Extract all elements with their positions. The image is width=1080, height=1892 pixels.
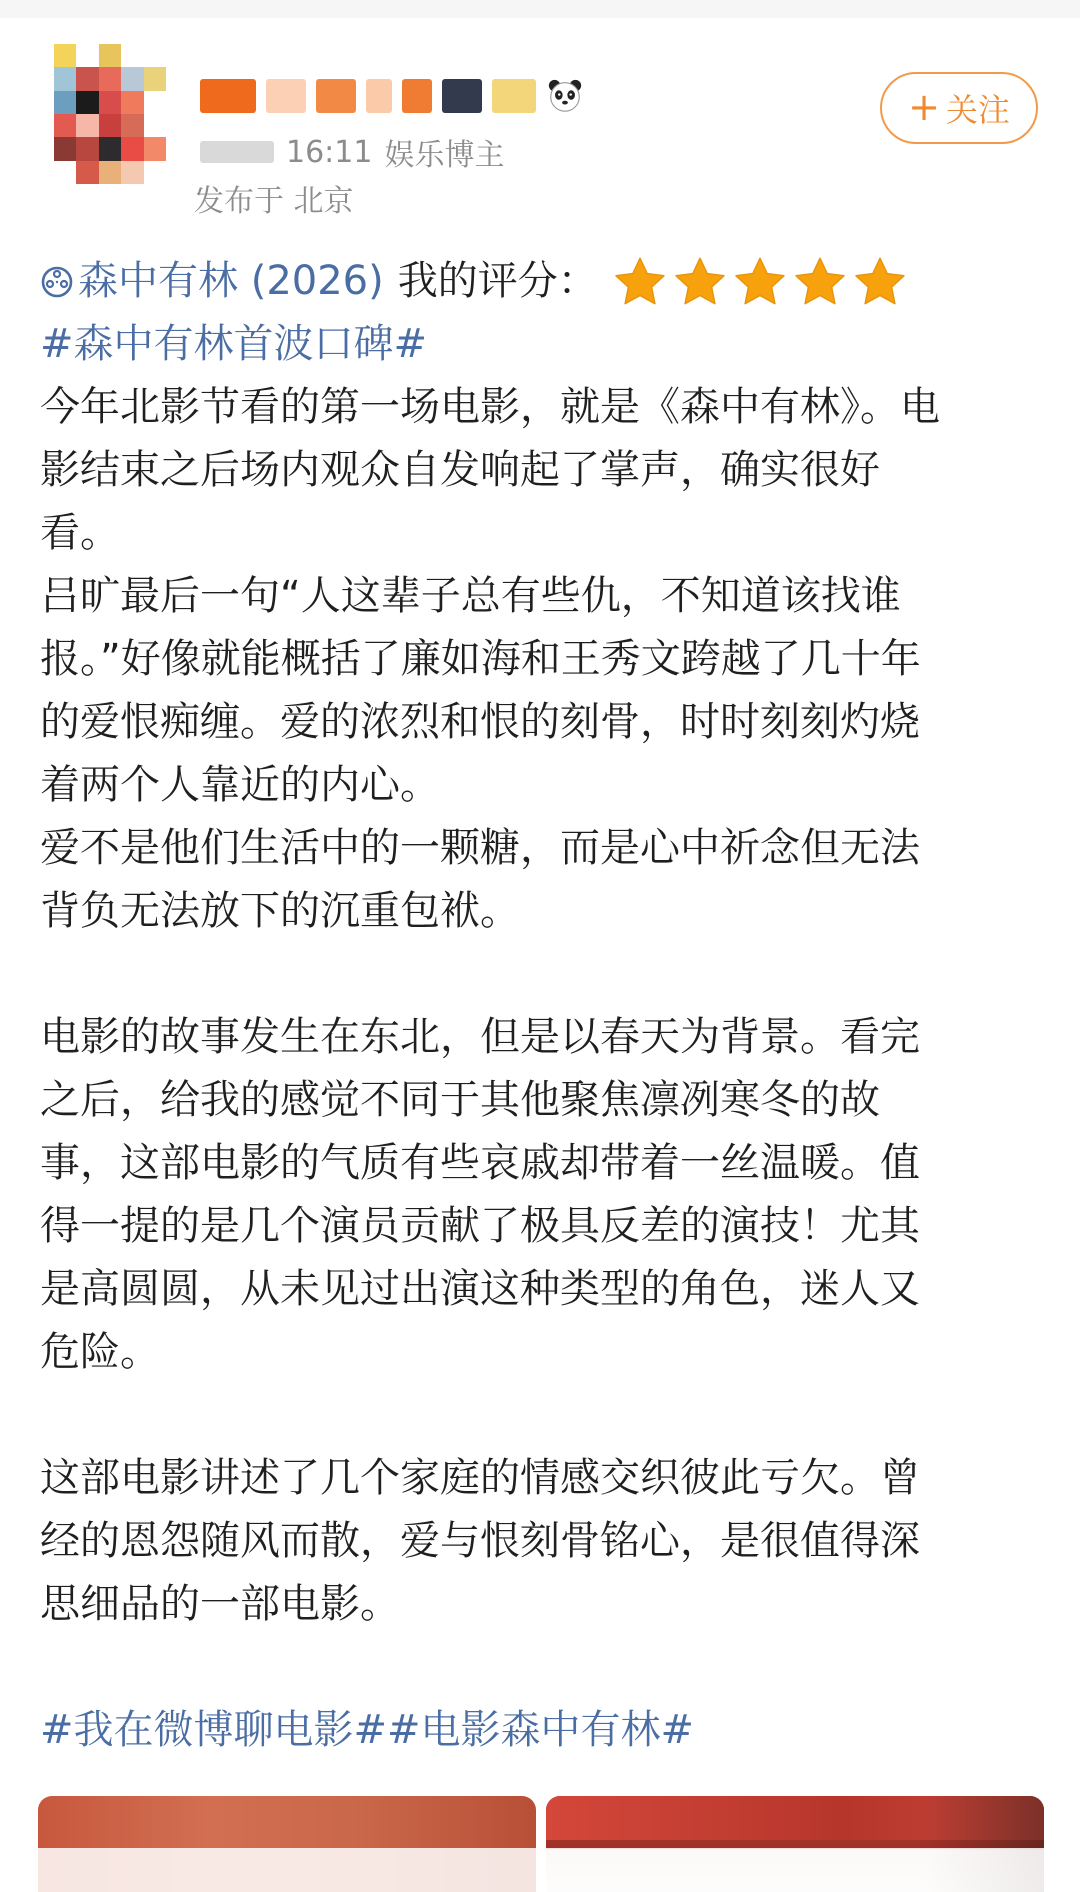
follow-label: 关注 <box>945 91 1010 129</box>
paragraph-spacer <box>40 1636 1040 1699</box>
post-text-line: 经的恩怨随风而散，爱与恨刻骨铭心，是很值得深 <box>40 1518 920 1564</box>
post-location: 发布于 北京 <box>194 184 354 219</box>
post-text-line: 报。”好像就能概括了廉如海和王秀文跨越了几十年 <box>40 636 921 682</box>
post-text-line: 爱不是他们生活中的一颗糖，而是心中祈念但无法 <box>40 825 920 871</box>
post-text-line: 背负无法放下的沉重包袱。 <box>40 888 520 934</box>
post-text-line: 看。 <box>40 510 120 556</box>
follow-button[interactable] <box>880 72 1038 144</box>
star-icon <box>732 254 788 310</box>
paragraph-spacer <box>40 1384 1040 1447</box>
post-text-line: 吕旷最后一句“人这辈子总有些仇，不知道该找谁 <box>40 573 901 619</box>
post-content <box>40 250 1040 1762</box>
post-text-line: 之后，给我的感觉不同于其他聚焦凛冽寒冬的故 <box>40 1077 880 1123</box>
movie-title: 森中有林 (2026) <box>78 258 384 304</box>
redacted-block <box>442 79 482 113</box>
post-text-line: 影结束之后场内观众自发响起了掌声，确实很好 <box>40 447 880 493</box>
post-text-line: 这部电影讲述了几个家庭的情感交织彼此亏欠。曾 <box>40 1455 920 1501</box>
hashtag-link[interactable]: #森中有林首波口碑# <box>40 321 428 367</box>
panda-icon <box>546 77 584 115</box>
post-text-line: 得一提的是几个演员贡献了极具反差的演技！尤其 <box>40 1203 920 1249</box>
redacted-block <box>266 79 306 113</box>
redacted-block <box>200 79 256 113</box>
redacted-date <box>200 141 274 163</box>
post-body <box>40 376 1040 1699</box>
post-time: 16:11 <box>286 134 373 170</box>
user-type: 娱乐博主 <box>384 138 505 173</box>
hashtag-links-bottom[interactable]: #我在微博聊电影##电影森中有林# <box>40 1707 695 1753</box>
post-text-line: 思细品的一部电影。 <box>40 1581 400 1627</box>
bottom-overlay <box>0 1848 1080 1892</box>
post-text-line: 事，这部电影的气质有些哀戚却带着一丝温暖。值 <box>40 1140 920 1186</box>
rating-label: 我的评分： <box>397 258 598 304</box>
redacted-block <box>402 79 432 113</box>
star-icon <box>792 254 848 310</box>
plus-icon: + <box>908 84 940 129</box>
film-reel-icon <box>40 265 74 299</box>
post-text-line: 危险。 <box>40 1329 160 1375</box>
redacted-block <box>492 79 536 113</box>
star-icon <box>612 254 668 310</box>
post-text-line: 今年北影节看的第一场电影，就是《森中有林》。电 <box>40 384 940 430</box>
post-text-line: 电影的故事发生在东北，但是以春天为背景。看完 <box>40 1014 920 1060</box>
star-icon <box>672 254 728 310</box>
redacted-block <box>366 79 392 113</box>
post-text-line: 着两个人靠近的内心。 <box>40 762 440 808</box>
avatar[interactable] <box>54 44 166 184</box>
top-divider <box>0 0 1080 18</box>
paragraph-spacer <box>40 943 1040 1006</box>
username-redacted[interactable] <box>200 74 584 118</box>
rating-row <box>40 250 1040 313</box>
rating-stars <box>612 254 908 310</box>
post-meta <box>200 130 504 174</box>
star-icon <box>852 254 908 310</box>
post-text-line: 的爱恨痴缠。爱的浓烈和恨的刻骨，时时刻刻灼烧 <box>40 699 920 745</box>
movie-link[interactable] <box>40 250 384 313</box>
redacted-block <box>316 79 356 113</box>
post-text-line: 是高圆圆，从未见过出演这种类型的角色，迷人又 <box>40 1266 920 1312</box>
